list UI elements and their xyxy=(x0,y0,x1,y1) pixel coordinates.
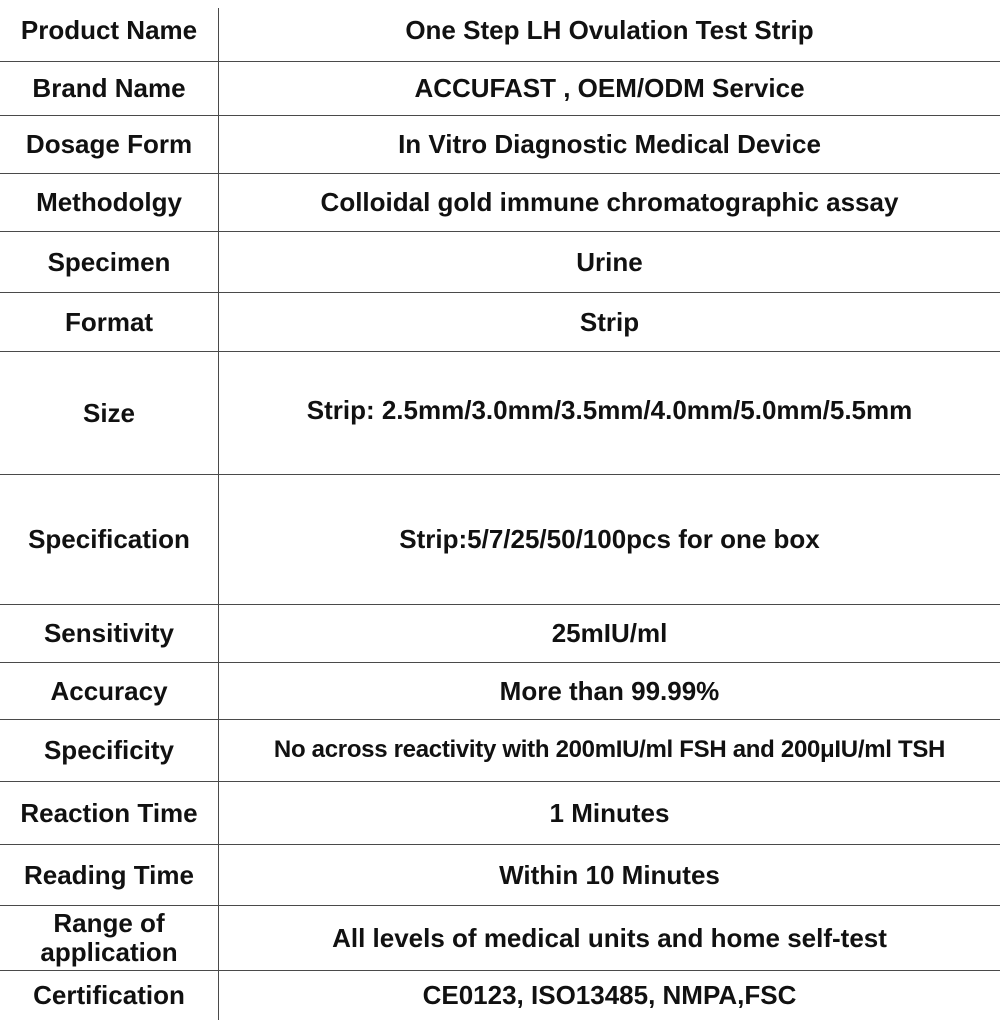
table-row xyxy=(0,605,1000,663)
row-label: Reading Time xyxy=(23,859,194,890)
row-label: Sensitivity xyxy=(43,618,175,649)
table-row xyxy=(0,971,1000,1020)
row-value: One Step LH Ovulation Test Strip xyxy=(405,15,814,46)
table-row xyxy=(0,845,1000,906)
table-row xyxy=(0,62,1000,116)
row-label: Methodolgy xyxy=(36,187,182,218)
row-label: Specificity xyxy=(43,735,175,766)
row-value: 1 Minutes xyxy=(549,797,670,828)
row-label: Format xyxy=(64,306,154,337)
row-value: No across reactivity with 200mIU/ml FSH and 200μIU/ml TSH xyxy=(273,736,946,764)
table-row xyxy=(0,232,1000,293)
row-label: Certification xyxy=(33,980,185,1011)
row-value: Urine xyxy=(576,246,643,277)
row-value: ACCUFAST , OEM/ODM Service xyxy=(414,73,805,104)
row-value: CE0123, ISO13485, NMPA,FSC xyxy=(422,980,797,1011)
row-label: Specimen xyxy=(47,246,171,277)
row-label: Reaction Time xyxy=(20,797,198,828)
row-label: Range of application xyxy=(40,908,178,967)
table-row xyxy=(0,720,1000,782)
row-value: 25mIU/ml xyxy=(551,618,668,649)
row-value: Colloidal gold immune chromatographic assay xyxy=(320,187,899,218)
row-value: All levels of medical units and home self-test xyxy=(332,922,887,953)
table-row xyxy=(0,782,1000,845)
row-value: Strip xyxy=(579,306,640,337)
row-label: Accuracy xyxy=(50,675,168,706)
row-value: Strip: 2.5mm/3.0mm/3.5mm/4.0mm/5.0mm/5.5mm xyxy=(306,394,913,425)
row-label: Product Name xyxy=(20,15,198,46)
row-label: Size xyxy=(82,397,136,428)
row-value: Within 10 Minutes xyxy=(499,859,720,890)
table-row xyxy=(0,906,1000,971)
table-row xyxy=(0,116,1000,174)
table-row xyxy=(0,174,1000,232)
row-label: Specification xyxy=(28,524,190,555)
row-value: Strip:5/7/25/50/100pcs for one box xyxy=(399,524,820,555)
row-label: Dosage Form xyxy=(25,129,193,160)
row-value: More than 99.99% xyxy=(499,675,720,706)
table-row xyxy=(0,293,1000,352)
row-label: Brand Name xyxy=(32,73,186,104)
table-row xyxy=(0,475,1000,605)
table-row xyxy=(0,663,1000,720)
table-row xyxy=(0,352,1000,475)
row-value: In Vitro Diagnostic Medical Device xyxy=(398,129,821,160)
table-row xyxy=(0,0,1000,62)
